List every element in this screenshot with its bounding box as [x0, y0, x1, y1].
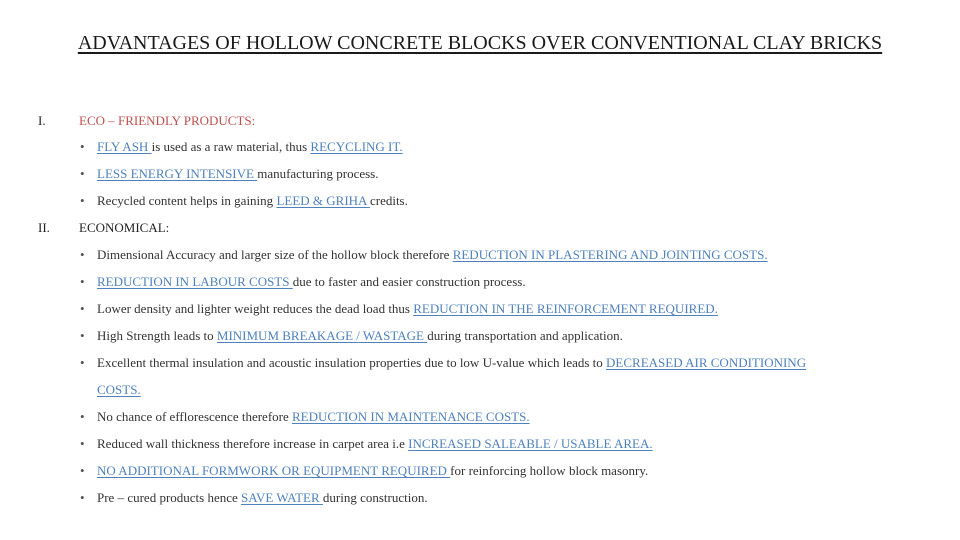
bullet-icon: •	[80, 193, 85, 208]
list-item	[80, 436, 653, 452]
bullet-icon: •	[80, 463, 85, 478]
bullet-icon: •	[80, 490, 85, 505]
list-item-continuation	[97, 382, 141, 398]
list-item	[80, 409, 530, 425]
highlight-text: REDUCTION IN PLASTERING AND JOINTING COSTS.	[452, 247, 768, 262]
highlight-text: LEED & GRIHA	[276, 193, 370, 208]
highlight-text: FLY ASH	[97, 139, 152, 154]
highlight-text: LESS ENERGY INTENSIVE	[97, 166, 258, 181]
list-item	[80, 166, 379, 182]
list-item	[80, 463, 648, 479]
highlight-text: REDUCTION IN LABOUR COSTS	[97, 274, 293, 289]
list-item	[80, 301, 718, 317]
body-text: No chance of efflorescence therefore	[97, 409, 292, 424]
body-text: High Strength leads to	[97, 328, 217, 343]
highlight-text: REDUCTION IN MAINTENANCE COSTS.	[292, 409, 530, 424]
highlight-text: NO ADDITIONAL FORMWORK OR EQUIPMENT REQUIRED	[97, 463, 451, 478]
body-text: Recycled content helps in gaining	[97, 193, 277, 208]
section-2-numeral: II.	[38, 220, 50, 235]
bullet-icon: •	[80, 274, 85, 289]
body-text: is used as a raw material, thus	[151, 139, 311, 154]
highlight-text: REDUCTION IN THE REINFORCEMENT REQUIRED.	[413, 301, 718, 316]
page-title: ADVANTAGES OF HOLLOW CONCRETE BLOCKS OVER CONVENTIONAL CLAY BRICKS	[77, 32, 883, 54]
body-text: Pre – cured products hence	[97, 490, 242, 505]
highlight-text: DECREASED AIR CONDITIONING	[606, 355, 807, 370]
list-item	[80, 247, 768, 263]
bullet-icon: •	[80, 166, 85, 181]
bullet-icon: •	[80, 409, 85, 424]
highlight-text: SAVE WATER	[241, 490, 323, 505]
section-2-heading: ECONOMICAL:	[79, 220, 170, 235]
bullet-icon: •	[80, 139, 85, 154]
body-text: credits.	[369, 193, 408, 208]
bullet-icon: •	[80, 355, 85, 370]
bullet-icon: •	[80, 328, 85, 343]
body-text: Dimensional Accuracy and larger size of the hollow block therefore	[97, 247, 453, 262]
list-item	[80, 274, 526, 290]
section-1-numeral: I.	[38, 113, 46, 128]
highlight-text: COSTS.	[97, 382, 141, 397]
body-text: for reinforcing hollow block masonry.	[450, 463, 649, 478]
body-text: during construction.	[322, 490, 428, 505]
body-text: during transportation and application.	[427, 328, 623, 343]
body-text: due to faster and easier construction process.	[292, 274, 526, 289]
highlight-text: RECYCLING IT.	[310, 139, 403, 154]
section-1-heading: ECO – FRIENDLY PRODUCTS:	[79, 113, 256, 128]
body-text: manufacturing process.	[257, 166, 379, 181]
list-item	[80, 328, 623, 344]
body-text: Excellent thermal insulation and acoustic insulation properties due to low U-value which leads to	[97, 355, 607, 370]
bullet-icon: •	[80, 436, 85, 451]
list-item	[80, 490, 428, 506]
list-item	[80, 193, 408, 209]
body-text: Reduced wall thickness therefore increase in carpet area i.e	[97, 436, 409, 451]
list-item	[80, 139, 403, 155]
highlight-text: MINIMUM BREAKAGE / WASTAGE	[216, 328, 428, 343]
bullet-icon: •	[80, 301, 85, 316]
body-text: Lower density and lighter weight reduces the dead load thus	[97, 301, 414, 316]
highlight-text: INCREASED SALEABLE / USABLE AREA.	[408, 436, 653, 451]
list-item	[80, 355, 806, 371]
bullet-icon: •	[80, 247, 85, 262]
